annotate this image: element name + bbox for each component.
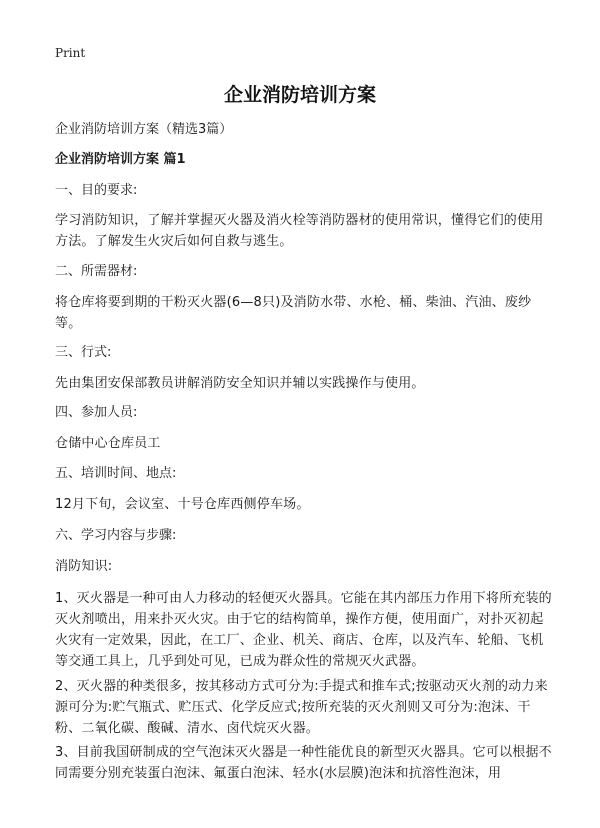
paragraph-time-place: 12月下旬，会议室、十号仓库西侧停车场。 bbox=[55, 497, 310, 512]
paragraph-participants: 仓储中心仓库员工 bbox=[55, 436, 161, 451]
list-item: 3、目前我国研制成的空气泡沫灭火器是一种性能优良的新型灭火器具。它可以根据不同需要分别充装蛋白泡沫、氟蛋白泡沫、轻水(水层膜)泡沫和抗溶性泡沫，用 bbox=[55, 745, 552, 781]
print-label[interactable]: Print bbox=[55, 46, 86, 60]
heading-format: 三、行式: bbox=[55, 345, 112, 360]
heading-participants: 四、参加人员: bbox=[55, 405, 138, 420]
page-title: 企业消防培训方案 bbox=[223, 84, 376, 106]
paragraph-fire-knowledge: 消防知识: bbox=[55, 559, 113, 574]
heading-content-steps: 六、学习内容与步骤: bbox=[55, 528, 177, 543]
section-heading: 企业消防培训方案 篇1 bbox=[55, 152, 186, 167]
list-item: 1、灭火器是一种可由人力移动的轻便灭火器具。它能在其内部压力作用下将所充装的灭火剂喷出，用来扑灭火灾。由于它的结构简单，操作方便，使用面广，对扑灭初起火灾有一定效果，因此，在工厂、企业、机关、商店、仓库，以及汽车、轮船、飞机等交通工具上，几乎到处可见，已成为群众性的常规灭火武器。 bbox=[55, 591, 552, 669]
heading-time-place: 五、培训时间、地点: bbox=[55, 466, 177, 481]
paragraph-format: 先由集团安保部教员讲解消防安全知识并辅以实践操作与使用。 bbox=[55, 376, 425, 391]
heading-purpose: 一、目的要求: bbox=[55, 183, 138, 198]
document-subtitle: 企业消防培训方案（精选3篇） bbox=[55, 122, 233, 137]
heading-equipment: 二、所需器材: bbox=[55, 264, 138, 279]
paragraph-purpose: 学习消防知识，了解并掌握灭火器及消火栓等消防器材的使用常识，懂得它们的使用方法。了解发生火灾后如何自救与逃生。 bbox=[55, 213, 544, 249]
list-item: 2、灭火器的种类很多，按其移动方式可分为:手提式和推车式;按驱动灭火剂的动力来源可分为:贮气瓶式、贮压式、化学反应式;按所充装的灭火剂则又可分为:泡沫、干粉、二氧化碳、酸碱、清水、卤代烷灭火器。 bbox=[55, 679, 548, 736]
paragraph-equipment: 将仓库将要到期的干粉灭火器(6—8只)及消防水带、水枪、桶、柴油、汽油、废纱等。 bbox=[55, 295, 532, 331]
